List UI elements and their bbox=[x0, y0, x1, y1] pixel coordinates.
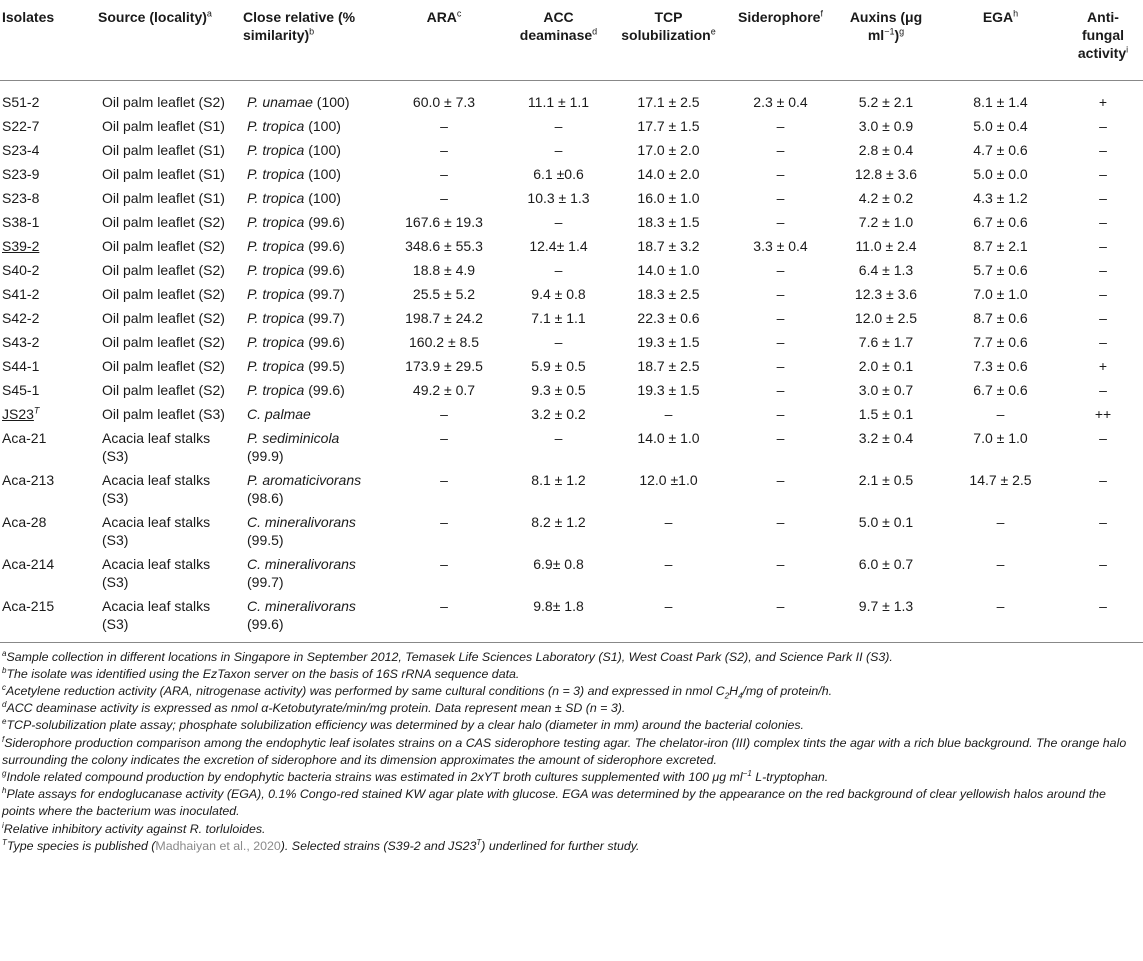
cell-acc-deaminase: 9.8± 1.8 bbox=[507, 594, 610, 642]
cell-close-relative: P. tropica (99.6) bbox=[247, 334, 345, 350]
cell-ega: – bbox=[996, 556, 1005, 572]
cell-isolate: $JS23^T$ bbox=[2, 405, 40, 422]
table-row bbox=[0, 354, 1143, 378]
cell-source: Acacia leaf stalks (S3) bbox=[102, 514, 211, 548]
cell-auxins: 7.6 ± 1.7 bbox=[858, 334, 914, 350]
table-row bbox=[0, 378, 1143, 402]
footnote-t: $^T$Type species is published (Madhaiyan et al., 2020). Selected strains (S39-2 and $JS23^T$) underlined for further study. bbox=[2, 837, 640, 853]
cell-ara: – bbox=[440, 142, 448, 158]
header-antifungal: Anti-fungal activity$^i$ bbox=[1063, 0, 1143, 80]
cell-isolate: S23-8 bbox=[2, 190, 40, 206]
cell-isolate: Aca-215 bbox=[0, 594, 96, 642]
cell-isolate: Aca-28 bbox=[2, 514, 47, 530]
cell-tcp: 14.0 ± 1.0 bbox=[637, 262, 700, 278]
cell-isolate: S43-2 bbox=[2, 334, 40, 350]
cell-tcp: – bbox=[664, 514, 673, 530]
cell-close-relative: P. tropica (99.6) bbox=[247, 382, 345, 398]
cell-auxins: 11.0 ± 2.4 bbox=[855, 238, 917, 254]
table-row bbox=[0, 306, 1143, 330]
cell-source: Oil palm leaflet (S2) bbox=[102, 358, 225, 374]
cell-tcp: – bbox=[610, 594, 727, 642]
cell-auxins: 3.2 ± 0.4 bbox=[858, 430, 914, 446]
cell-close-relative: P. unamae (100) bbox=[247, 93, 350, 110]
cell-siderophore: – bbox=[776, 190, 785, 206]
cell-source: Oil palm leaflet (S2) bbox=[102, 382, 225, 398]
cell-antifungal: – bbox=[1099, 382, 1107, 398]
cell-auxins: 5.2 ± 2.1 bbox=[858, 93, 914, 110]
cell-tcp: 16.0 ± 1.0 bbox=[637, 190, 700, 206]
cell-acc-deaminase: 6.1 ±0.6 bbox=[533, 166, 584, 182]
table-row bbox=[0, 210, 1143, 234]
cell-auxins: 12.8 ± 3.6 bbox=[854, 166, 918, 182]
cell-siderophore: – bbox=[776, 310, 785, 326]
cell-tcp: 18.7 ± 3.2 bbox=[637, 238, 700, 254]
cell-ega: 8.7 ± 0.6 bbox=[973, 310, 1028, 326]
cell-antifungal: – bbox=[1099, 142, 1107, 158]
cell-antifungal: – bbox=[1099, 238, 1107, 254]
cell-acc-deaminase: – bbox=[554, 430, 563, 446]
header-auxins: Auxins (μg $ml^{-1})^g$ bbox=[834, 0, 938, 80]
cell-ara: – bbox=[440, 514, 448, 530]
cell-ega: 7.0 ± 1.0 bbox=[973, 430, 1028, 446]
cell-isolate: S40-2 bbox=[2, 262, 40, 278]
cell-antifungal: – bbox=[1099, 514, 1107, 530]
cell-ara: 25.5 ± 5.2 bbox=[412, 286, 476, 302]
table-row bbox=[0, 186, 1143, 210]
cell-auxins: 6.4 ± 1.3 bbox=[858, 262, 914, 278]
cell-siderophore: – bbox=[776, 214, 785, 230]
cell-source: Acacia leaf stalks (S3) bbox=[102, 556, 211, 590]
cell-antifungal: – bbox=[1063, 594, 1143, 642]
cell-ara: 18.8 ± 4.9 bbox=[412, 262, 476, 278]
footnote-d: $^d$ACC deaminase activity is expressed as nmol α-Ketobutyrate/min/mg protein. Data represent mean ± SD (n = 3). bbox=[2, 699, 626, 716]
cell-siderophore: – bbox=[776, 514, 785, 530]
cell-isolate: Aca-213 bbox=[2, 472, 55, 488]
cell-close-relative: C. palmae bbox=[247, 406, 311, 422]
cell-tcp: 22.3 ± 0.6 bbox=[637, 310, 700, 326]
cell-ega: 7.7 ± 0.6 bbox=[973, 334, 1028, 350]
cell-isolate: S23-4 bbox=[2, 142, 40, 158]
cell-close-relative: C. mineralivorans (99.6) bbox=[241, 594, 381, 642]
header-row bbox=[0, 0, 1143, 80]
cell-ega: 4.3 ± 1.2 bbox=[973, 190, 1028, 206]
cell-ega: 14.7 ± 2.5 bbox=[969, 472, 1032, 488]
cell-ega: 8.1 ± 1.4 bbox=[973, 93, 1028, 110]
cell-close-relative: P. tropica (100) bbox=[247, 142, 341, 158]
cell-isolate: S39-2 bbox=[2, 238, 40, 254]
cell-auxins: 2.0 ± 0.1 bbox=[858, 358, 914, 374]
cell-isolate: S42-2 bbox=[2, 310, 40, 326]
cell-tcp: – bbox=[664, 406, 673, 422]
footnote-c: $^c$Acetylene reduction activity (ARA, nitrogenase activity) was performed by same cultural conditions (n = 3) and expressed in nmol $C_2H_4/mg$ of protein/h. bbox=[2, 682, 833, 701]
cell-auxins: 3.0 ± 0.7 bbox=[858, 382, 914, 398]
cell-isolate: Aca-214 bbox=[2, 556, 55, 572]
cell-ara: 60.0 ± 7.3 bbox=[412, 93, 476, 110]
cell-source: Oil palm leaflet (S2) bbox=[102, 262, 225, 278]
cell-ega: 7.0 ± 1.0 bbox=[973, 286, 1028, 302]
cell-tcp: 17.1 ± 2.5 bbox=[637, 93, 700, 110]
cell-tcp: 19.3 ± 1.5 bbox=[637, 382, 700, 398]
cell-ara: – bbox=[440, 166, 448, 182]
cell-close-relative: P. tropica (100) bbox=[247, 166, 341, 182]
cell-acc-deaminase: 11.1 ± 1.1 bbox=[527, 93, 590, 110]
table-row bbox=[0, 426, 1143, 468]
cell-acc-deaminase: – bbox=[554, 142, 563, 158]
cell-antifungal: + bbox=[1098, 358, 1108, 374]
cell-ara: – bbox=[440, 406, 448, 422]
footnote-i: $^i$Relative inhibitory activity against R. torluloides. bbox=[2, 820, 266, 836]
cell-acc-deaminase: – bbox=[554, 214, 563, 230]
cell-ara: – bbox=[440, 190, 448, 206]
cell-antifungal: ++ bbox=[1094, 406, 1112, 422]
cell-antifungal: – bbox=[1099, 118, 1107, 134]
cell-tcp: 18.3 ± 2.5 bbox=[637, 286, 700, 302]
cell-acc-deaminase: 8.2 ± 1.2 bbox=[531, 514, 586, 530]
cell-ega: 6.7 ± 0.6 bbox=[973, 382, 1028, 398]
header-acc-deaminase: ACC deaminase$^d$ bbox=[507, 0, 610, 80]
cell-isolate: S22-7 bbox=[2, 118, 40, 134]
cell-ega: 6.7 ± 0.6 bbox=[973, 214, 1028, 230]
cell-ega: 8.7 ± 2.1 bbox=[973, 238, 1028, 254]
header-source: Source (locality)$^a$ bbox=[96, 0, 241, 80]
cell-tcp: – bbox=[664, 556, 673, 572]
cell-close-relative: P. aromaticivorans (98.6) bbox=[247, 472, 362, 506]
cell-antifungal: – bbox=[1099, 262, 1107, 278]
cell-antifungal: – bbox=[1099, 556, 1107, 572]
cell-acc-deaminase: 5.9 ± 0.5 bbox=[531, 358, 586, 374]
cell-tcp: 17.0 ± 2.0 bbox=[637, 142, 700, 158]
cell-auxins: 4.2 ± 0.2 bbox=[858, 190, 914, 206]
cell-siderophore: – bbox=[776, 358, 785, 374]
cell-ara: – bbox=[440, 556, 448, 572]
cell-source: Oil palm leaflet (S2) bbox=[102, 334, 225, 350]
cell-close-relative: C. mineralivorans (99.7) bbox=[247, 556, 356, 590]
cell-isolate: S38-1 bbox=[2, 214, 40, 230]
cell-source: Oil palm leaflet (S1) bbox=[102, 118, 225, 134]
table-row bbox=[0, 552, 1143, 594]
cell-close-relative: P. tropica (100) bbox=[247, 190, 341, 206]
cell-antifungal: – bbox=[1099, 430, 1107, 446]
cell-ega: – bbox=[996, 406, 1005, 422]
cell-antifungal: – bbox=[1099, 214, 1107, 230]
table-row bbox=[0, 258, 1143, 282]
cell-ega: – bbox=[996, 514, 1005, 530]
table-row bbox=[0, 234, 1143, 258]
cell-ara: 198.7 ± 24.2 bbox=[405, 310, 483, 326]
cell-source: Oil palm leaflet (S2) bbox=[102, 238, 225, 254]
cell-ara: 167.6 ± 19.3 bbox=[405, 214, 483, 230]
cell-close-relative: P. tropica (99.7) bbox=[247, 286, 345, 302]
cell-source: Oil palm leaflet (S2) bbox=[102, 93, 225, 110]
cell-ega: 7.3 ± 0.6 bbox=[973, 358, 1028, 374]
cell-acc-deaminase: – bbox=[554, 118, 563, 134]
cell-source: Oil palm leaflet (S1) bbox=[102, 190, 225, 206]
cell-ega: 4.7 ± 0.6 bbox=[973, 142, 1028, 158]
cell-acc-deaminase: 3.2 ± 0.2 bbox=[531, 406, 586, 422]
cell-antifungal: – bbox=[1099, 310, 1107, 326]
cell-auxins: 9.7 ± 1.3 bbox=[834, 594, 938, 642]
cell-close-relative: P. tropica (99.7) bbox=[247, 310, 345, 326]
cell-acc-deaminase: 7.1 ± 1.1 bbox=[531, 310, 586, 326]
table-row bbox=[0, 594, 1143, 642]
table-row bbox=[0, 468, 1143, 510]
cell-tcp: 14.0 ± 1.0 bbox=[637, 430, 700, 446]
header-close-relative: Close relative (% similarity)$^b$ bbox=[241, 0, 381, 80]
cell-ega: 5.7 ± 0.6 bbox=[973, 262, 1028, 278]
header-isolates: Isolates bbox=[0, 0, 96, 80]
cell-tcp: 12.0 ±1.0 bbox=[639, 472, 698, 488]
cell-siderophore: – bbox=[776, 142, 785, 158]
table-row bbox=[0, 282, 1143, 306]
cell-source: Oil palm leaflet (S1) bbox=[102, 166, 225, 182]
footnote-f: $^f$Siderophore production comparison among the endophytic leaf isolates strains on a CAS siderophore testing agar. The chelator-iron (III) complex tints the agar with a rich blue background. The orange halo surrounding the colony indicates the excretion of siderophore and its dimension approximates the amount of siderophore excreted. bbox=[2, 734, 1127, 767]
cell-ega: 5.0 ± 0.4 bbox=[973, 118, 1028, 134]
cell-isolate: S51-2 bbox=[2, 93, 40, 110]
reference-link[interactable]: Madhaiyan et al., 2020 bbox=[155, 838, 281, 853]
cell-ega: – bbox=[938, 594, 1063, 642]
cell-siderophore: – bbox=[776, 430, 785, 446]
cell-source: Oil palm leaflet (S1) bbox=[102, 142, 225, 158]
footnotes bbox=[0, 643, 1143, 855]
cell-antifungal: – bbox=[1099, 334, 1107, 350]
footnote-g: $^g$Indole related compound production by endophytic bacteria strains was estimated in 2xYT broth cultures supplemented with 100 μg $ml^{-1}$ L-tryptophan. bbox=[2, 768, 829, 784]
cell-siderophore: – bbox=[776, 556, 785, 572]
cell-siderophore: – bbox=[776, 262, 785, 278]
cell-ara: 348.6 ± 55.3 bbox=[405, 238, 483, 254]
cell-source: Oil palm leaflet (S3) bbox=[102, 406, 225, 422]
cell-close-relative: P. tropica (99.6) bbox=[247, 262, 345, 278]
cell-siderophore: – bbox=[776, 406, 785, 422]
table-header bbox=[0, 0, 1143, 80]
cell-ega: 5.0 ± 0.0 bbox=[973, 166, 1028, 182]
cell-auxins: 2.8 ± 0.4 bbox=[858, 142, 914, 158]
cell-acc-deaminase: 9.4 ± 0.8 bbox=[531, 286, 586, 302]
cell-acc-deaminase: – bbox=[554, 262, 563, 278]
cell-close-relative: P. tropica (99.6) bbox=[247, 214, 345, 230]
cell-antifungal: – bbox=[1099, 190, 1107, 206]
cell-source: Acacia leaf stalks (S3) bbox=[102, 430, 211, 464]
cell-isolate: S45-1 bbox=[2, 382, 40, 398]
cell-siderophore: – bbox=[776, 286, 785, 302]
cell-auxins: 6.0 ± 0.7 bbox=[858, 556, 914, 572]
footnote-a: $^a$Sample collection in different locations in Singapore in September 2012, Temasek Life Sciences Laboratory (S1), West Coast Park (S2), and Science Park II (S3). bbox=[2, 648, 893, 664]
cell-siderophore: 2.3 ± 0.4 bbox=[753, 93, 808, 110]
cell-isolate: Aca-21 bbox=[2, 430, 47, 446]
cell-tcp: 18.3 ± 1.5 bbox=[637, 214, 700, 230]
cell-siderophore: – bbox=[727, 594, 834, 642]
cell-ara: 160.2 ± 8.5 bbox=[409, 334, 479, 350]
table-row bbox=[0, 114, 1143, 138]
cell-auxins: 1.5 ± 0.1 bbox=[858, 406, 914, 422]
cell-ara: – bbox=[381, 594, 507, 642]
cell-antifungal: + bbox=[1098, 93, 1108, 110]
header-ara: ARA$^c$ bbox=[381, 0, 507, 80]
cell-acc-deaminase: – bbox=[554, 334, 563, 350]
cell-acc-deaminase: 10.3 ± 1.3 bbox=[527, 190, 590, 206]
cell-close-relative: P. tropica (100) bbox=[247, 118, 341, 134]
cell-acc-deaminase: 6.9± 0.8 bbox=[533, 556, 584, 572]
cell-auxins: 12.3 ± 3.6 bbox=[854, 286, 918, 302]
table-row bbox=[0, 510, 1143, 552]
cell-source: Oil palm leaflet (S2) bbox=[102, 214, 225, 230]
cell-ara: 173.9 ± 29.5 bbox=[405, 358, 483, 374]
cell-siderophore: – bbox=[776, 382, 785, 398]
cell-tcp: 18.7 ± 2.5 bbox=[637, 358, 700, 374]
cell-auxins: 7.2 ± 1.0 bbox=[858, 214, 914, 230]
table-row bbox=[0, 138, 1143, 162]
cell-ara: 49.2 ± 0.7 bbox=[412, 382, 476, 398]
cell-siderophore: – bbox=[776, 472, 785, 488]
header-siderophore: Siderophore$^f$ bbox=[727, 0, 834, 80]
cell-tcp: 19.3 ± 1.5 bbox=[637, 334, 700, 350]
table-body bbox=[0, 80, 1143, 642]
cell-ara: – bbox=[440, 118, 448, 134]
cell-acc-deaminase: 8.1 ± 1.2 bbox=[531, 472, 586, 488]
table-row bbox=[0, 80, 1143, 114]
cell-isolate: S41-2 bbox=[2, 286, 40, 302]
table-row bbox=[0, 330, 1143, 354]
cell-auxins: 2.1 ± 0.5 bbox=[858, 472, 914, 488]
cell-auxins: 3.0 ± 0.9 bbox=[858, 118, 914, 134]
cell-acc-deaminase: 9.3 ± 0.5 bbox=[531, 382, 586, 398]
cell-antifungal: – bbox=[1099, 286, 1107, 302]
cell-close-relative: P. tropica (99.5) bbox=[247, 358, 345, 374]
cell-source: Acacia leaf stalks (S3) bbox=[102, 472, 211, 506]
cell-auxins: 5.0 ± 0.1 bbox=[858, 514, 914, 530]
cell-tcp: 17.7 ± 1.5 bbox=[637, 118, 700, 134]
cell-acc-deaminase: 12.4± 1.4 bbox=[529, 238, 588, 254]
cell-isolate: S44-1 bbox=[2, 358, 40, 374]
cell-ara: – bbox=[440, 472, 448, 488]
cell-tcp: 14.0 ± 2.0 bbox=[637, 166, 700, 182]
cell-siderophore: – bbox=[776, 118, 785, 134]
table-row bbox=[0, 162, 1143, 186]
cell-ara: – bbox=[440, 430, 448, 446]
cell-source: Oil palm leaflet (S2) bbox=[102, 286, 225, 302]
cell-antifungal: – bbox=[1099, 472, 1107, 488]
cell-close-relative: P. tropica (99.6) bbox=[247, 238, 345, 254]
cell-isolate: S23-9 bbox=[2, 166, 40, 182]
cell-close-relative: P. sediminicola (99.9) bbox=[247, 430, 340, 464]
cell-siderophore: 3.3 ± 0.4 bbox=[753, 238, 808, 254]
header-ega: EGA$^h$ bbox=[938, 0, 1063, 80]
cell-auxins: 12.0 ± 2.5 bbox=[854, 310, 918, 326]
table-row bbox=[0, 402, 1143, 426]
footnote-h: $^h$Plate assays for endoglucanase activity (EGA), 0.1% Congo-red stained KW agar plate with glucose. EGA was determined by the appearance on the red background of clear yellowish halos around the points where the bacterium was inoculated. bbox=[2, 786, 1106, 819]
cell-antifungal: – bbox=[1099, 166, 1107, 182]
footnote-e: $^e$TCP-solubilization plate assay; phosphate solubilization efficiency was determined by a clear halo (diameter in mm) around the bacterial colonies. bbox=[2, 717, 804, 733]
cell-source: Acacia leaf stalks (S3) bbox=[96, 594, 241, 642]
header-tcp-solubilization: TCP solubilization$^e$ bbox=[610, 0, 727, 80]
cell-siderophore: – bbox=[776, 334, 785, 350]
cell-siderophore: – bbox=[776, 166, 785, 182]
cell-source: Oil palm leaflet (S2) bbox=[102, 310, 225, 326]
footnote-b: $^b$The isolate was identified using the EzTaxon server on the basis of 16S rRNA sequence data. bbox=[2, 665, 520, 681]
cell-close-relative: C. mineralivorans (99.5) bbox=[247, 514, 356, 548]
